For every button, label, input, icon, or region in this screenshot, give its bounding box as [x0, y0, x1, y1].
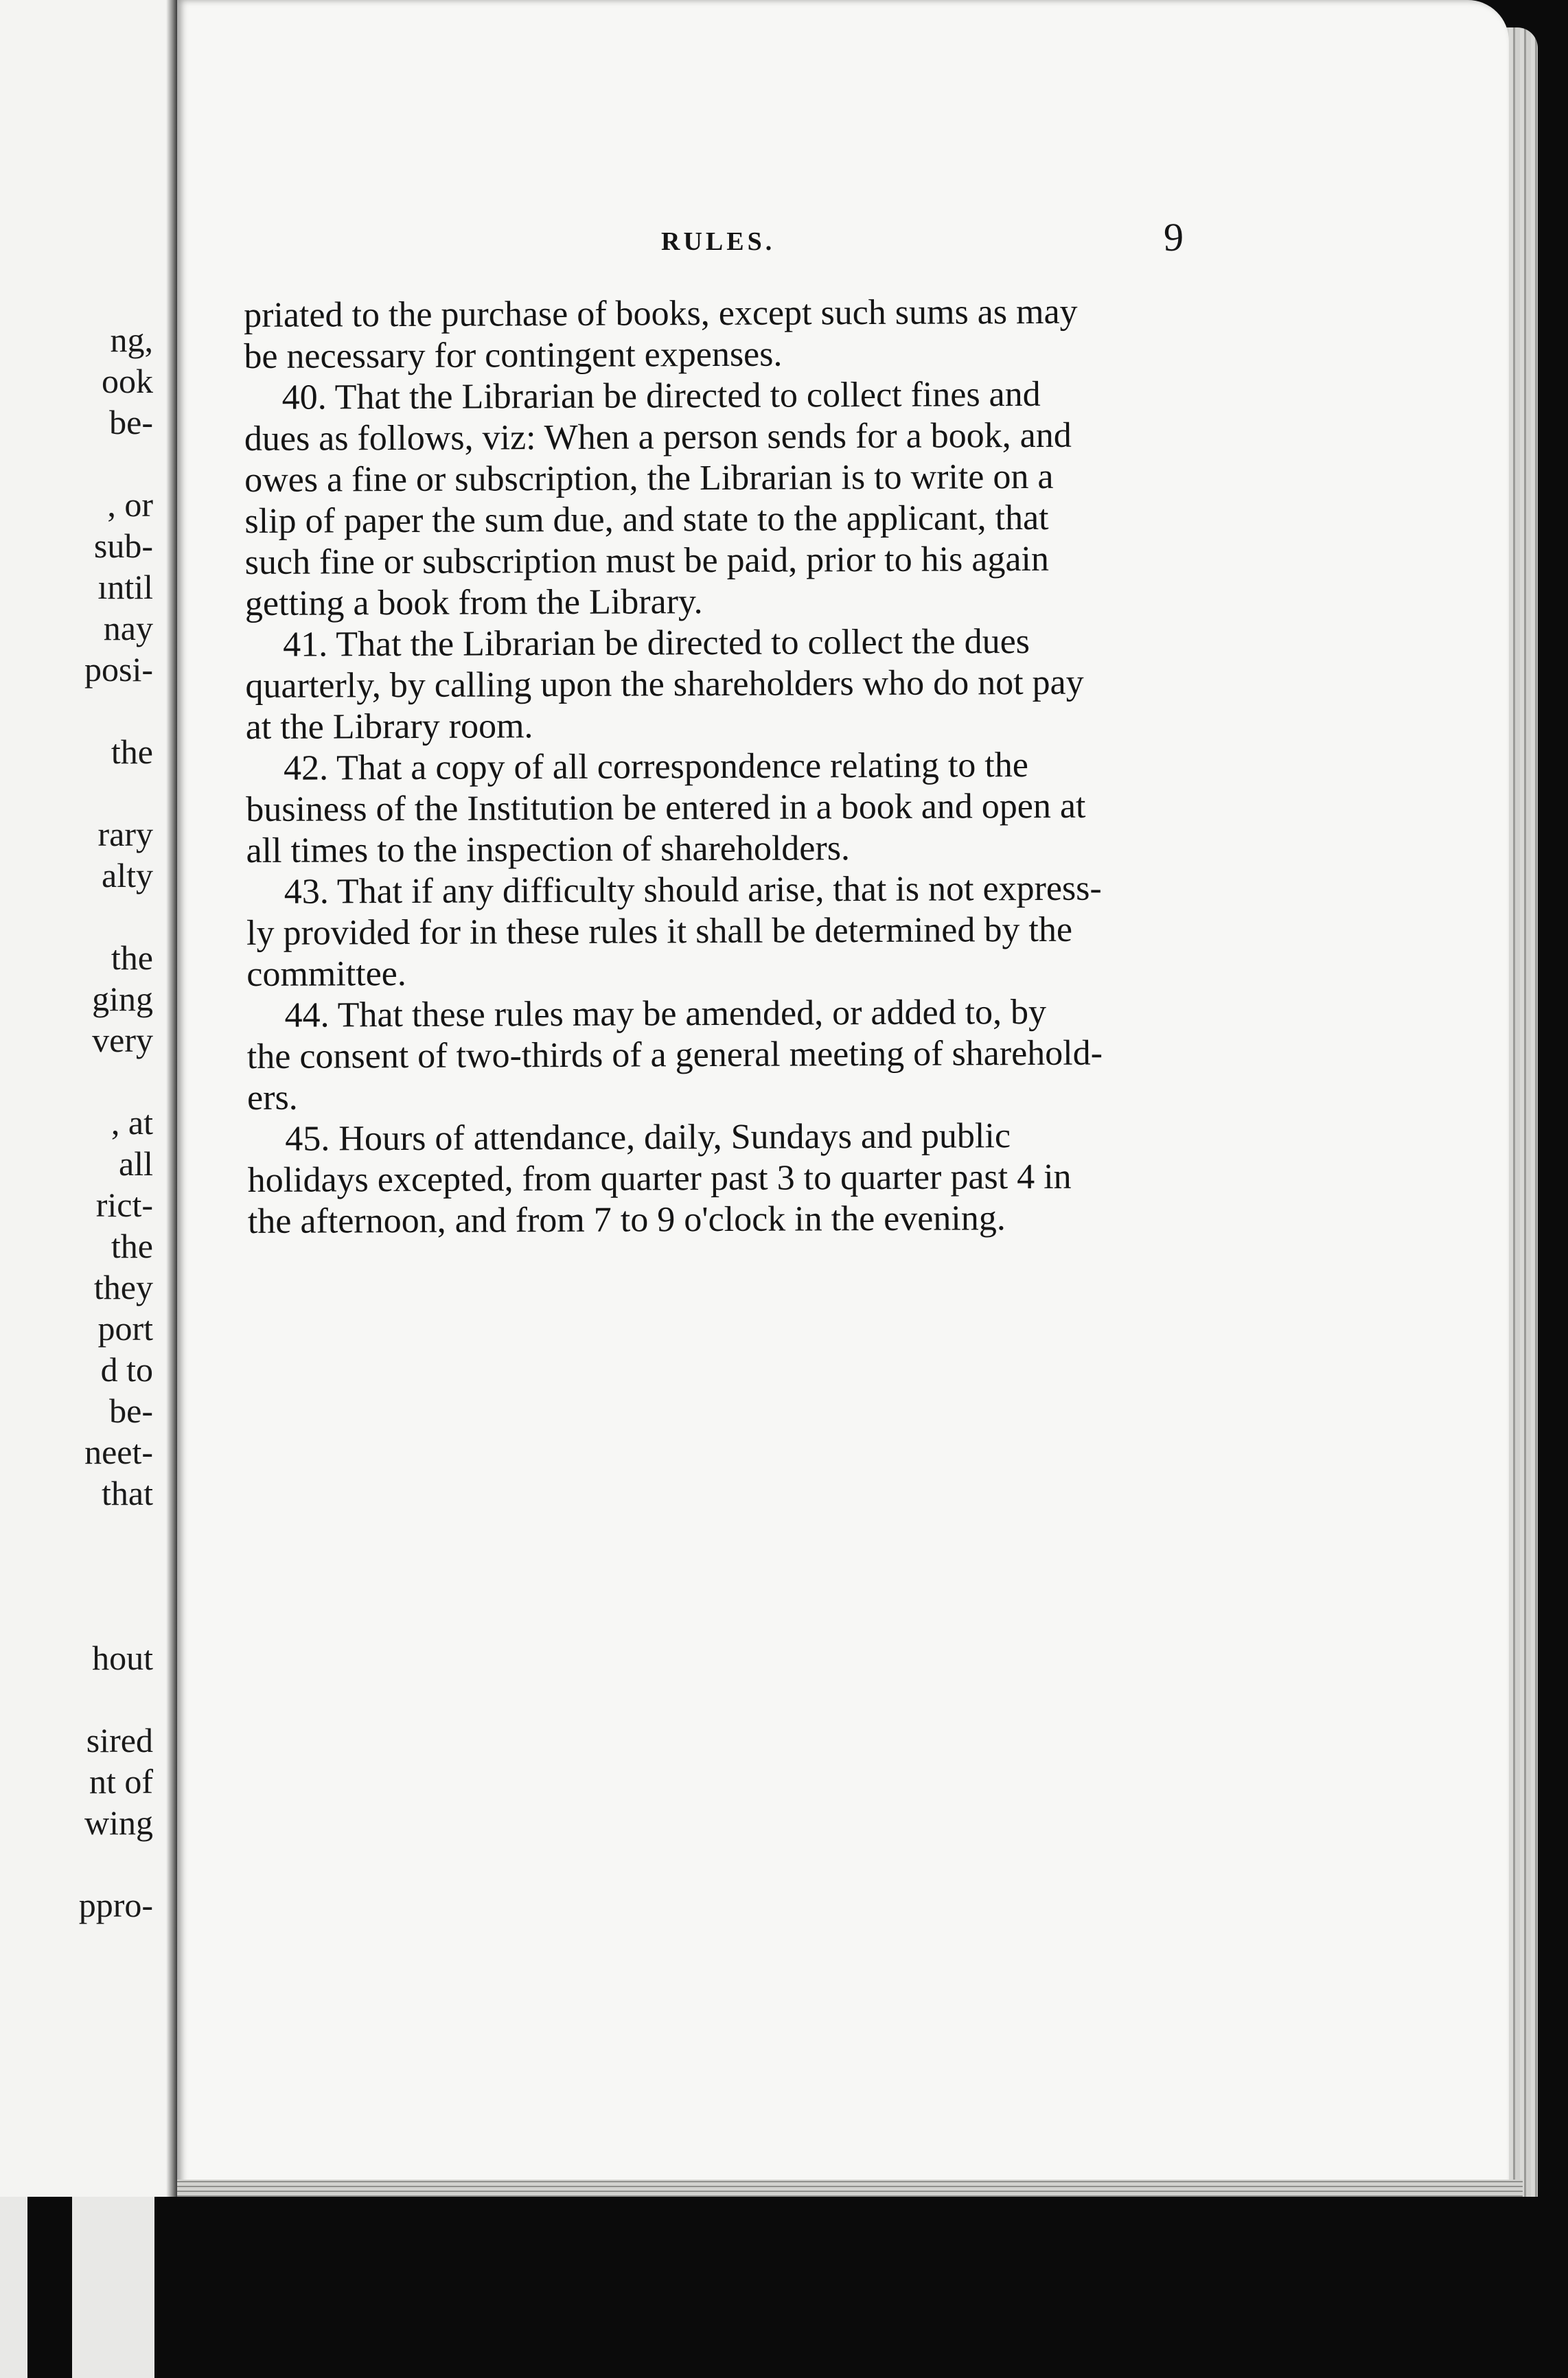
left-page-fragment: ng,: [110, 321, 153, 359]
text-line: dues as follows, viz: When a person sends for a book, and: [244, 415, 1072, 459]
running-head: RULES.: [661, 227, 776, 256]
left-page-fragment: ook: [102, 362, 153, 400]
left-page-fragment: ppro-: [78, 1886, 153, 1924]
body-text: [244, 291, 1202, 1243]
page-number: 9: [1164, 215, 1184, 259]
text-line: quarterly, by calling upon the shareholders who do not pay: [245, 662, 1084, 706]
left-page-fragment: hout: [92, 1639, 153, 1677]
text-line: the afternoon, and from 7 to 9 o'clock in the evening.: [247, 1199, 1006, 1241]
left-page-fragment: , or: [107, 485, 153, 524]
text-line: 42. That a copy of all correspondence relating to the: [283, 746, 1028, 788]
text-line: such fine or subscription must be paid, prior to his again: [244, 539, 1050, 582]
text-line: holidays excepted, from quarter past 3 to quarter past 4 in: [247, 1157, 1072, 1200]
left-page-fragment: the: [111, 1227, 153, 1265]
text-line: 41. That the Librarian be directed to collect the dues: [283, 622, 1030, 665]
left-page-fragment: posi-: [84, 650, 153, 689]
paper-tab: [0, 2197, 27, 2378]
text-line: 44. That these rules may be amended, or added to, by: [284, 992, 1047, 1035]
left-page-edge: [0, 0, 175, 2197]
left-page-fragment: alty: [102, 856, 153, 894]
text-line: at the Library room.: [245, 706, 533, 747]
text-line: 40. That the Librarian be directed to collect fines and: [281, 374, 1041, 417]
text-line: getting a book from the Library.: [244, 582, 703, 623]
left-page-fragment: the: [111, 732, 153, 771]
left-page-fragment: the: [111, 938, 153, 977]
left-page-fragment: port: [97, 1309, 153, 1348]
left-page-fragment: sired: [86, 1721, 153, 1759]
left-page-fragment: nay: [103, 609, 153, 647]
text-line: owes a fine or subscription, the Librarian is to write on a: [244, 457, 1054, 500]
text-line: priated to the purchase of books, except such sums as may: [244, 292, 1078, 335]
text-line: all times to the inspection of shareholders.: [246, 829, 851, 870]
left-page-fragment: nt of: [89, 1762, 153, 1801]
left-page-fragment: very: [92, 1021, 153, 1059]
left-page-fragment: d to: [100, 1350, 153, 1389]
left-page-fragment: ıntil: [97, 568, 153, 606]
paper-tab: [72, 2197, 154, 2378]
text-line: be necessary for contingent expenses.: [244, 334, 783, 376]
left-page-fragment: wing: [84, 1803, 153, 1842]
text-line: committee.: [246, 954, 406, 994]
left-page-fragment: that: [102, 1474, 153, 1512]
text-line: slip of paper the sum due, and state to the applicant, that: [244, 498, 1049, 541]
left-page-fragment: , at: [111, 1103, 153, 1142]
left-page-fragment: ging: [92, 980, 153, 1018]
left-page-fragment: neet-: [84, 1433, 153, 1471]
page-gutter: [166, 0, 177, 2197]
text-line: 45. Hours of attendance, daily, Sundays and public: [285, 1116, 1011, 1159]
left-page-fragment: they: [93, 1268, 153, 1306]
scan-background: [0, 2197, 1568, 2378]
text-line: business of the Institution be entered in a book and open at: [246, 786, 1086, 829]
left-page-fragment: all: [119, 1144, 153, 1183]
left-page-fragment: sub-: [93, 527, 153, 565]
text-line: ly provided for in these rules it shall be determined by the: [246, 910, 1073, 953]
left-page-fragment: rary: [97, 815, 153, 853]
text-line: the consent of two-thirds of a general meeting of sharehold-: [246, 1033, 1103, 1076]
left-page-fragment: rict-: [95, 1186, 153, 1224]
left-page-fragment: be-: [109, 403, 153, 441]
left-page-fragment: be-: [109, 1392, 153, 1430]
text-line: ers.: [246, 1078, 298, 1118]
text-line: 43. That if any difficulty should arise, that is not express-: [284, 868, 1102, 912]
